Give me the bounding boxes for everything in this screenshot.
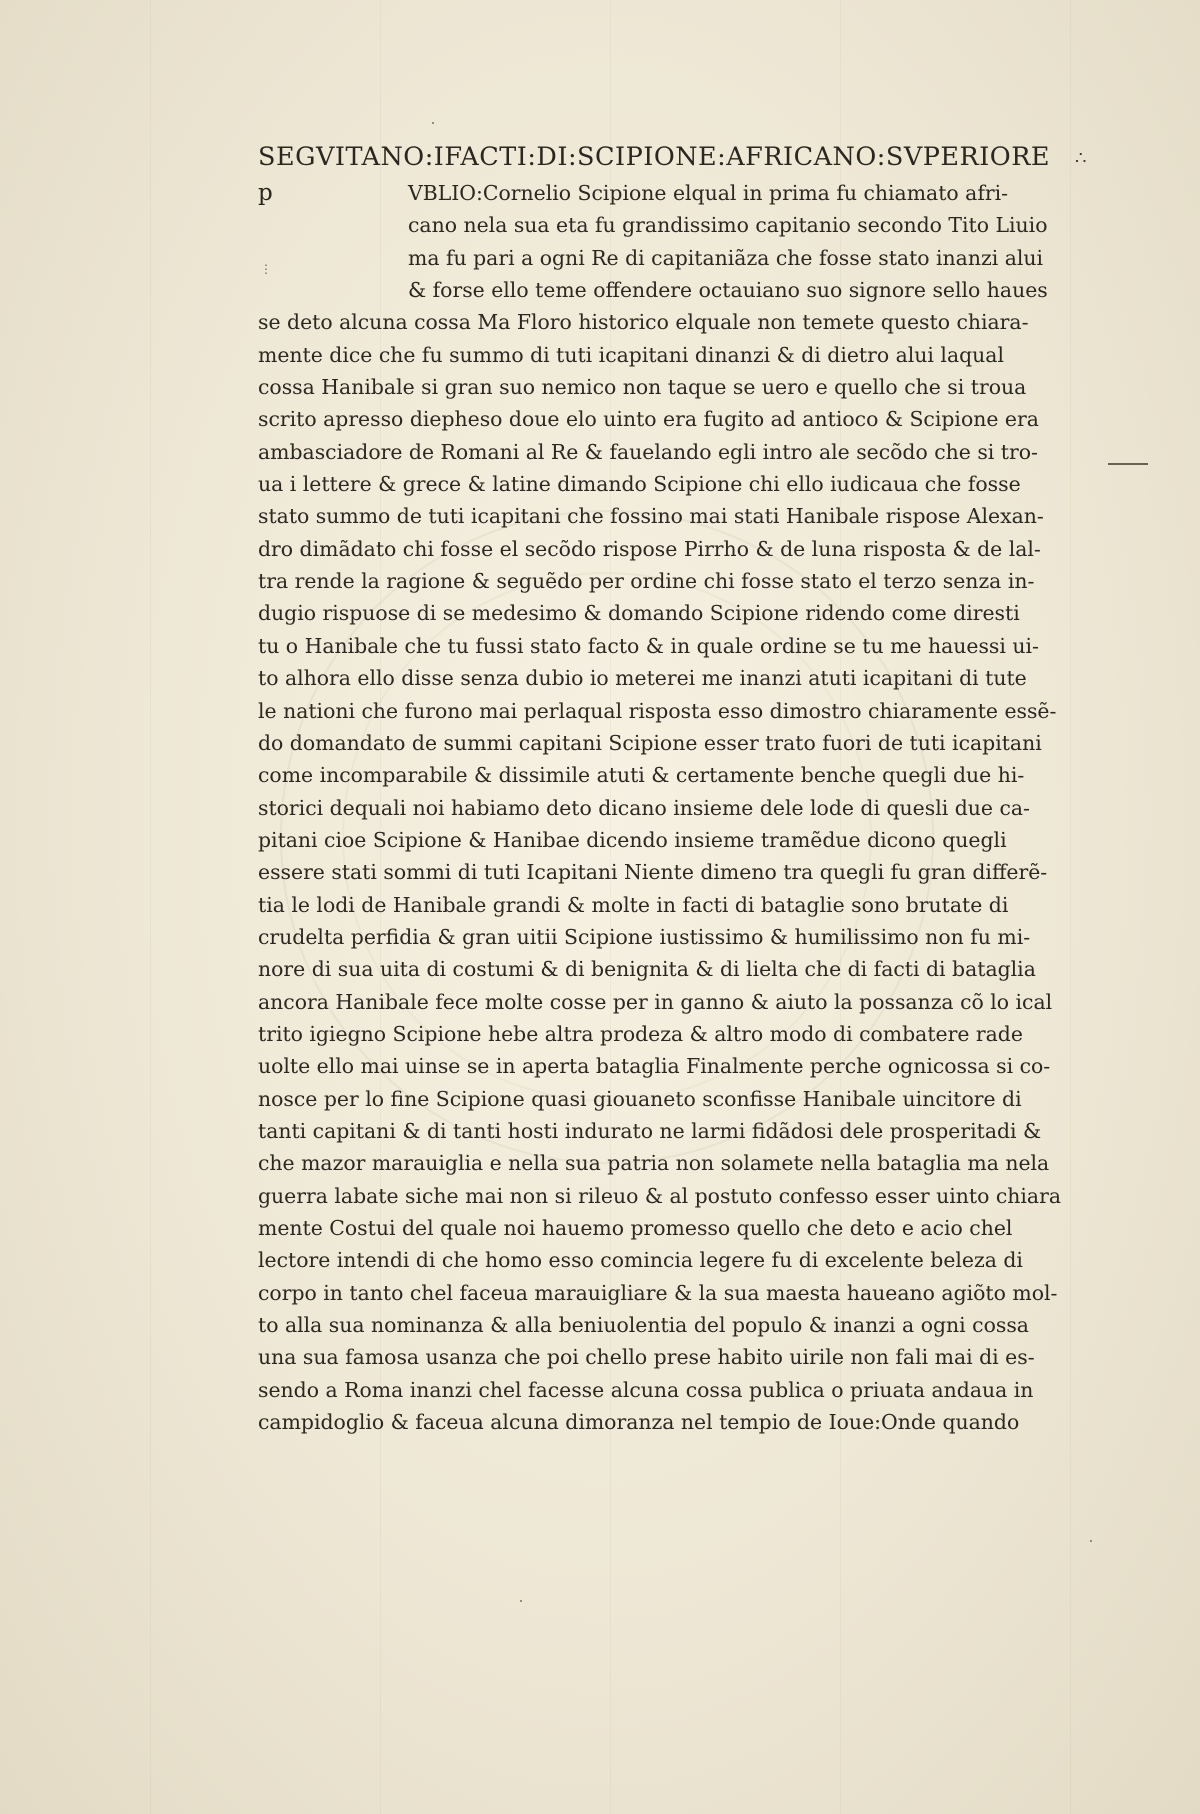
text-line: tra rende la ragione & seguẽdo per ordine chi fosse stato el terzo senza in- [258, 569, 1035, 594]
text-line: stato summo de tuti icapitani che fossino mai stati Hanibale rispose Alexan- [258, 504, 1044, 529]
text-line: una sua famosa usanza che poi chello prese habito uirile non fali mai di es- [258, 1345, 1035, 1370]
margin-mark: ⋮ [260, 262, 272, 276]
text-line: to alhora ello disse senza dubio io meterei me inanzi atuti icapitani di tute [258, 666, 1027, 691]
text-line: uolte ello mai uinse se in aperta bataglia Finalmente perche ognicossa si co- [258, 1054, 1051, 1079]
text-line: nosce per lo fine Scipione quasi giouaneto sconfisse Hanibale uincitore di [258, 1086, 1022, 1111]
text-line: dro dimãdato chi fosse el secõdo rispose Pirrho & de luna risposta & de lal- [258, 536, 1041, 561]
text-line: le nationi che furono mai perlaqual risposta esso dimostro chiaramente essẽ- [258, 698, 1057, 723]
text-line: nore di sua uita di costumi & di benignita & di lielta che di facti di bataglia [258, 957, 1036, 982]
paper-speck [432, 122, 434, 124]
text-line: pitani cioe Scipione & Hanibae dicendo insieme tramẽdue dicono quegli [258, 827, 1007, 852]
text-line: scrito apresso diepheso doue elo uinto era fugito ad antioco & Scipione era [258, 407, 1039, 432]
text-line: storici dequali noi habiamo deto dicano insieme dele lode di quesli due ca- [258, 795, 1030, 820]
text-line: ua i lettere & grece & latine dimando Scipione chi ello iudicaua che fosse [258, 472, 1021, 497]
text-line: come incomparabile & dissimile atuti & certamente benche quegli due hi- [258, 763, 1025, 788]
text-line: cossa Hanibale si gran suo nemico non taque se uero e quello che si troua [258, 375, 1027, 400]
text-line: VBLIO:Cornelio Scipione elqual in prima fu chiamato afri- [408, 181, 1009, 205]
text-line: tia le lodi de Hanibale grandi & molte in facti di bataglie sono brutate di [258, 892, 1009, 917]
text-line: to alla sua nominanza & alla beniuolentia del populo & inanzi a ogni cossa [258, 1313, 1029, 1338]
text-line: tanti capitani & di tanti hosti indurato ne larmi fidãdosi dele prosperitadi & [258, 1118, 1042, 1143]
text-line: lectore intendi di che homo esso comincia legere fu di excelente beleza di [258, 1248, 1023, 1273]
text-line: ma fu pari a ogni Re di capitaniãza che fosse stato inanzi alui [408, 245, 1044, 270]
text-line: trito igiegno Scipione hebe altra prodeza & altro modo di combatere rade [258, 1021, 1023, 1046]
text-line: ancora Hanibale fece molte cosse per in ganno & aiuto la possanza cõ lo ical [258, 989, 1053, 1014]
heading-ornament-icon: ∴ [1075, 148, 1087, 169]
text-line: tu o Hanibale che tu fussi stato facto & in quale ordine se tu me hauessi ui- [258, 633, 1039, 658]
text-line: ambasciadore de Romani al Re & fauelando egli intro ale secõdo che si tro- [258, 439, 1038, 464]
text-line: dugio rispuose di se medesimo & domando Scipione ridendo come diresti [258, 601, 1020, 626]
body-text [258, 177, 1108, 1438]
text-line: campidoglio & faceua alcuna dimoranza nel tempio de Ioue:Onde quando [258, 1410, 1020, 1435]
paper-speck [520, 1600, 522, 1602]
text-line: corpo in tanto chel faceua marauigliare & la sua maesta haueano agiõto mol- [258, 1280, 1058, 1305]
text-line: che mazor marauiglia e nella sua patria non solamete nella bataglia ma nela [258, 1151, 1050, 1176]
text-line: crudelta perfidia & gran uitii Scipione iustissimo & humilissimo non fu mi- [258, 924, 1031, 949]
text-line: essere stati sommi di tuti Icapitani Niente dimeno tra quegli fu gran differẽ- [258, 860, 1048, 885]
text-line: do domandato de summi capitani Scipione esser trato fuori de tuti icapitani [258, 730, 1042, 755]
text-line: mente Costui del quale noi hauemo promesso quello che deto e acio chel [258, 1216, 1013, 1240]
text-line: guerra labate siche mai non si rileuo & al postuto confesso esser uinto chiara [258, 1183, 1061, 1208]
text-line: & forse ello teme offendere octauiano suo signore sello haues [408, 278, 1048, 303]
margin-mark [1108, 463, 1148, 465]
paper-chain-line [150, 0, 151, 1814]
text-line: se deto alcuna cossa Ma Floro historico elquale non temete questo chiara- [258, 310, 1029, 335]
chapter-heading: SEGVITANO:IFACTI:DI:SCIPIONE:AFRICANO:SVPERIORE [258, 142, 1051, 172]
text-line: sendo a Roma inanzi chel facesse alcuna cossa publica o priuata andaua in [258, 1377, 1034, 1402]
guide-letter: p [258, 180, 273, 206]
text-line: cano nela sua eta fu grandissimo capitanio secondo Tito Liuio [408, 213, 1048, 238]
paper-speck [1090, 1540, 1092, 1542]
text-line: mente dice che fu summo di tuti icapitani dinanzi & di dietro alui laqual [258, 342, 1004, 367]
